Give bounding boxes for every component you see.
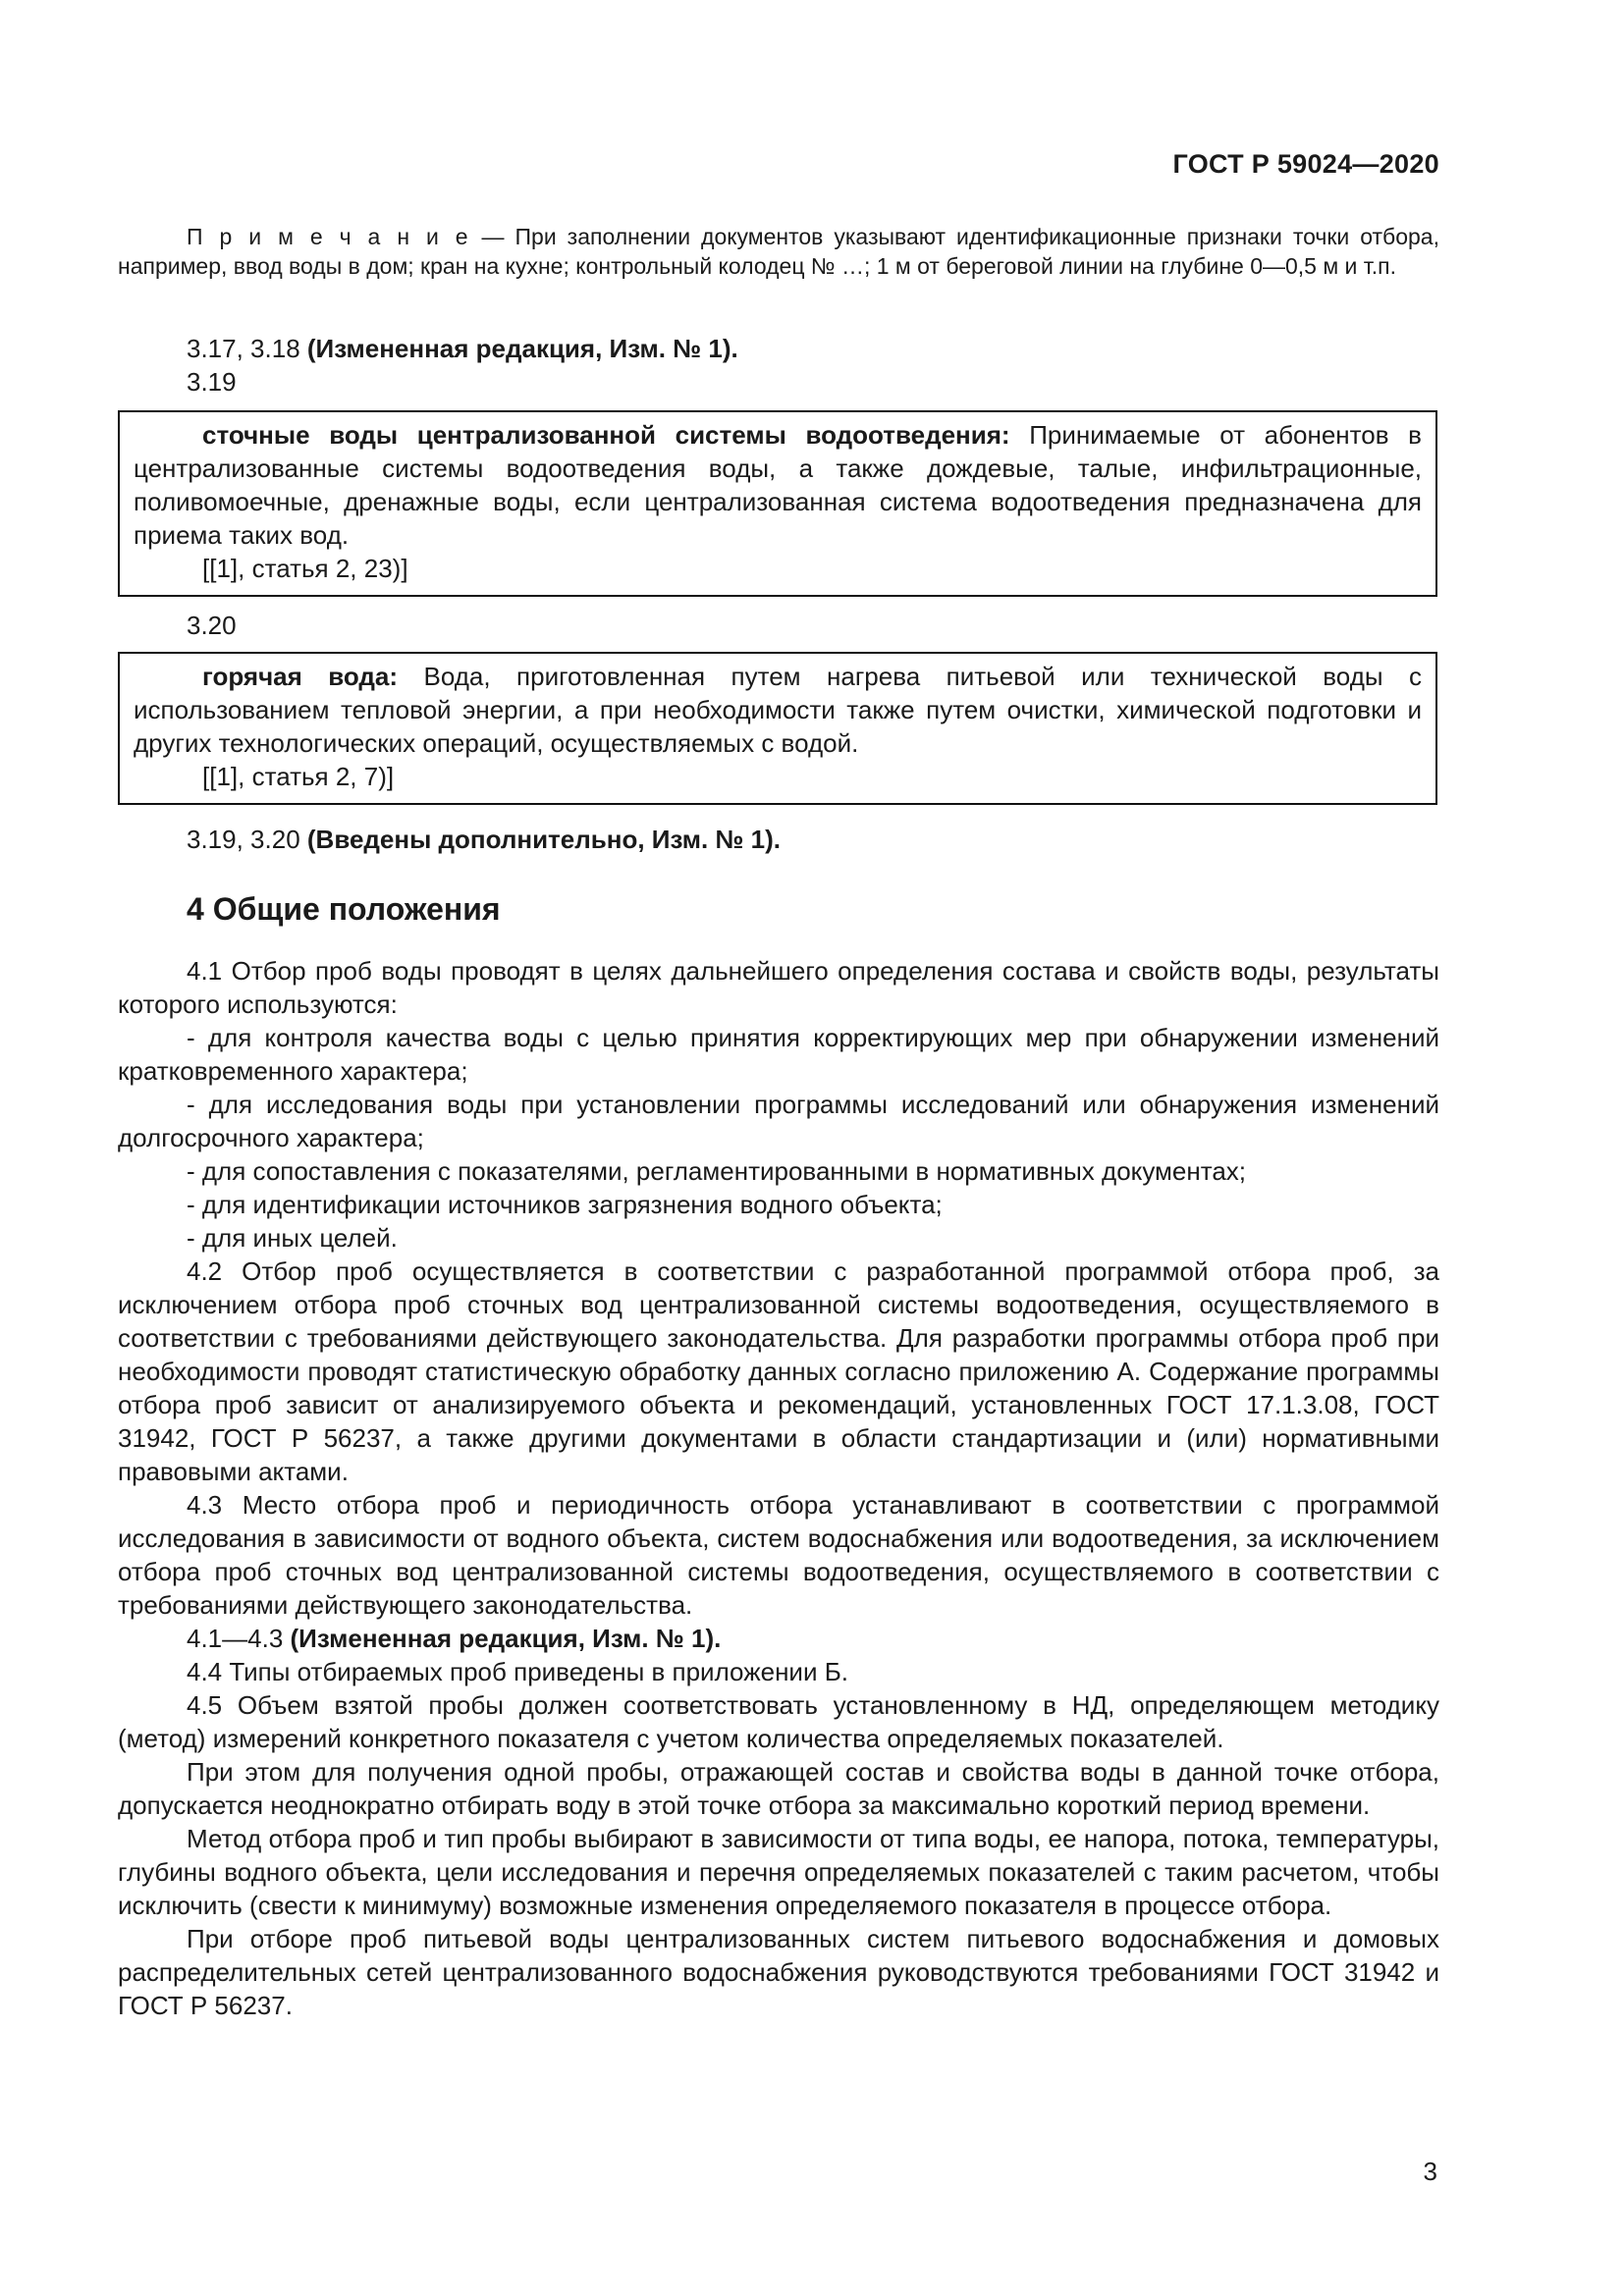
term-319-number: 3.19 [187, 367, 237, 397]
paragraph-4-4: 4.4 Типы отбираемых проб приведены в приложении Б. [187, 1657, 848, 1686]
amendment-note: (Измененная редакция, Изм. № 1). [306, 334, 738, 363]
amendment-4-1-4-3: 4.1—4.3 (Измененная редакция, Изм. № 1). [187, 1624, 722, 1653]
section-4-body [118, 954, 1439, 2022]
list-item: - для идентификации источников загрязнения водного объекта; [187, 1190, 943, 1219]
amendment-317-318 [118, 332, 1439, 365]
term-320-number: 3.20 [187, 611, 237, 640]
paragraph-4-3: 4.3 Место отбора проб и периодичность отбора устанавливают в соответствии с программой исследования в зависимости от водного объекта, систем водоснабжения или водоотведения, за исключением отбора проб сточных вод централизованной системы водоотведения, осуществляемого в соответствии с требованиями действующего законодательства. [118, 1490, 1439, 1620]
list-item: - для сопоставления с показателями, регламентированными в нормативных документах; [187, 1156, 1247, 1186]
term-319-title: сточные воды централизованной системы водоотведения: [202, 420, 1010, 450]
term-320-box [118, 652, 1437, 805]
paragraph-4-5-b: При этом для получения одной пробы, отражающей состав и свойства воды в данной точке отбора, допускается неоднократно отбирать воду в этой точке отбора за максимально короткий период времени. [118, 1757, 1439, 1820]
paragraph-4-2: 4.2 Отбор проб осуществляется в соответствии с разработанной программой отбора проб, за исключением отбора проб сточных вод централизованной системы водоотведения, осуществляемого в соответствии с требованиями действующего законодательства. Для разработки программы отбора проб при необходимости проводят статистическую обработку данных согласно приложению А. Содержание программы отбора проб зависит от анализируемого объекта и рекомендаций, установленных ГОСТ 17.1.3.08, ГОСТ 31942, ГОСТ Р 56237, а также другими документами в области стандартизации и (или) нормативными правовыми актами. [118, 1256, 1439, 1486]
amendment-numbers: 3.17, 3.18 [187, 334, 307, 363]
list-item: - для контроля качества воды с целью принятия корректирующих мер при обнаружении изменений кратковременного характера; [118, 1023, 1439, 1086]
page-number: 3 [1423, 2157, 1437, 2186]
section-4-title: 4 Общие положения [187, 891, 501, 927]
note-label: П р и м е ч а н и е [187, 224, 471, 249]
amendment-319-320 [118, 823, 1439, 856]
note-paragraph [118, 222, 1439, 281]
term-320-source: [[1], статья 2, 7)] [202, 762, 395, 791]
list-item: - для иных целей. [187, 1223, 398, 1253]
amendment-note: (Введены дополнительно, Изм. № 1). [306, 825, 781, 854]
term-319-source: [[1], статья 2, 23)] [202, 554, 408, 583]
term-320-definition: горячая вода: Вода, приготовленная путем нагрева питьевой или технической воды с использованием тепловой энергии, а при необходимости также путем очистки, химической подготовки и других технологических операций, осуществляемых с водой. [134, 662, 1422, 758]
paragraph-4-5: 4.5 Объем взятой пробы должен соответствовать установленному в НД, определяющем методику (метод) измерений конкретного показателя с учетом количества определяемых показателей. [118, 1690, 1439, 1753]
term-319-box [118, 410, 1437, 597]
paragraph-4-5-d: При отборе проб питьевой воды централизованных систем питьевого водоснабжения и домовых распределительных сетей централизованного водоснабжения руководствуются требованиями ГОСТ 31942 и ГОСТ Р 56237. [118, 1924, 1439, 2020]
paragraph-4-1: 4.1 Отбор проб воды проводят в целях дальнейшего определения состава и свойств воды, результаты которого используются: [118, 956, 1439, 1019]
document-code: ГОСТ Р 59024—2020 [1172, 149, 1439, 179]
note [118, 222, 1439, 281]
amendment-numbers: 3.19, 3.20 [187, 825, 307, 854]
list-item: - для исследования воды при установлении программы исследований или обнаружения изменений долгосрочного характера; [118, 1090, 1439, 1152]
term-319-definition: сточные воды централизованной системы водоотведения: Принимаемые от абонентов в централизованные системы водоотведения воды, а также дождевые, талые, инфильтрационные, поливомоечные, дренажные воды, если централизованная система водоотведения предназначена для приема таких вод. [134, 420, 1422, 550]
note-text: — При заполнении документов указывают идентификационные признаки точки отбора, например, ввод воды в дом; кран на кухне; контрольный колодец № …; 1 м от береговой линии на глубине 0—0,5 м и т.п. [118, 224, 1439, 279]
paragraph-4-5-c: Метод отбора проб и тип пробы выбирают в зависимости от типа воды, ее напора, потока, температуры, глубины водного объекта, цели исследования и перечня определяемых показателей с таким расчетом, чтобы исключить (свести к минимуму) возможные изменения определяемого показателя в процессе отбора. [118, 1824, 1439, 1920]
term-320-title: горячая вода: [202, 662, 399, 691]
